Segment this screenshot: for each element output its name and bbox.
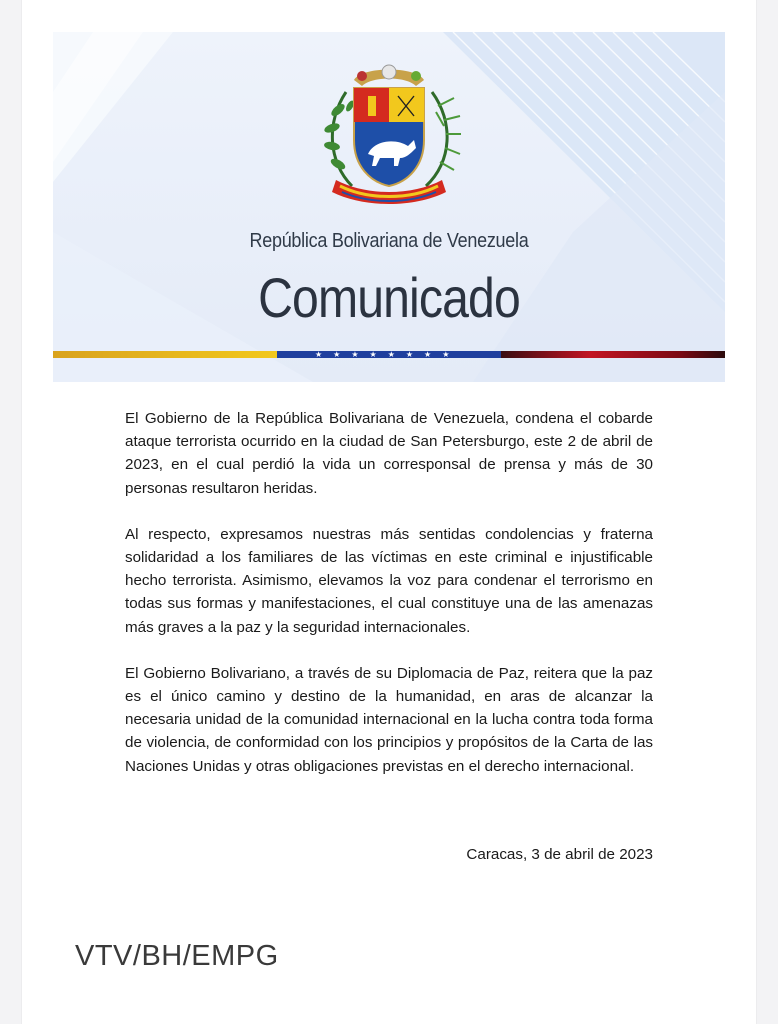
flag-stripe-red: [501, 351, 725, 358]
communique-banner: [53, 32, 725, 382]
flag-stripe-yellow: [53, 351, 277, 358]
coat-of-arms-icon: [316, 62, 462, 214]
flag-stripe-blue: [277, 351, 501, 358]
flag-stripe: [53, 351, 725, 358]
paragraph-3: El Gobierno Bolivariano, a través de su Diplomacia de Paz, reitera que la paz es el único camino y destino de la humanidad, en aras de alcanzar la necesaria unidad de la comunidad internacional en la lucha contra toda forma de violencia, de conformidad con los principios y propósitos de la Carta de las Naciones Unidas y otras obligaciones previstas en el derecho internacional.: [125, 664, 653, 775]
date-line: Caracas, 3 de abril de 2023: [466, 846, 653, 863]
paragraph-1: El Gobierno de la República Bolivariana de Venezuela, condena el cobarde ataque terrorista ocurrido en la ciudad de San Petersburgo, este 2 de abril de 2023, en el cual perdió la vida un corresponsal de prensa y más de 30 personas resultaron heridas.: [125, 410, 653, 497]
republic-name: República Bolivariana de Venezuela: [249, 230, 529, 252]
eight-stars-icon: ★★★★★★★★: [315, 350, 461, 359]
communique-document: [53, 0, 725, 880]
paragraph-2: Al respecto, expresamos nuestras más sentidas condolencias y fraterna solidaridad a los familiares de las víctimas en este criminal e injustificable hecho terrorista. Asimismo, elevamos la voz para condenar el terrorismo en todas sus formas y manifestaciones, el cual constituye una de las amenazas más graves a la paz y la seguridad internacionales.: [125, 525, 653, 636]
article-page: [22, 0, 756, 1024]
page-title: Comunicado: [258, 266, 520, 329]
communique-body: [125, 407, 653, 801]
credit-line: VTV/BH/EMPG: [75, 940, 279, 972]
